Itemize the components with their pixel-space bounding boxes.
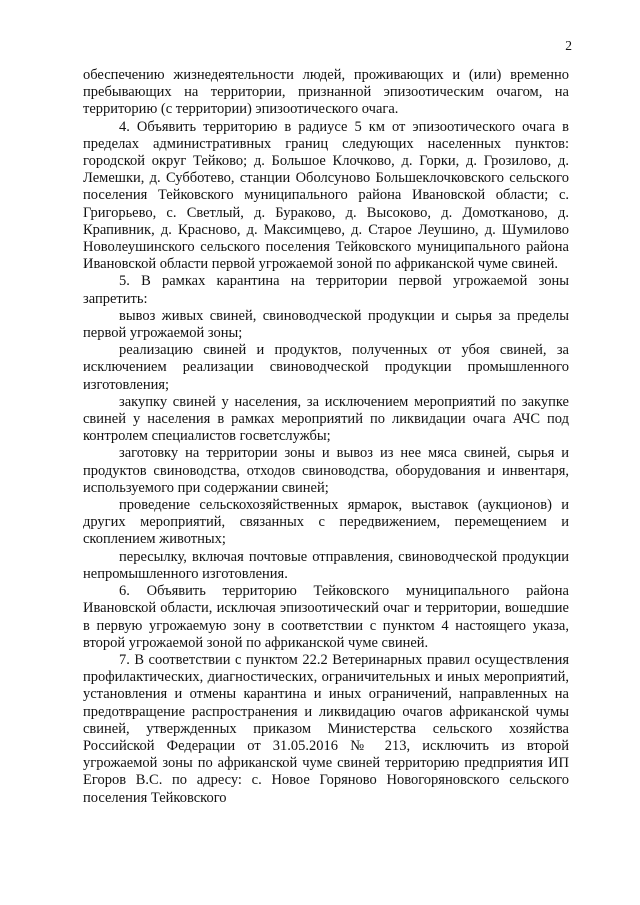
paragraph-ban-sale: реализацию свиней и продуктов, полученных от убоя свиней, за исключением реализации свиноводческой продукции промышленного изготовления; [83, 342, 569, 393]
paragraph-continuation: обеспечению жизнедеятельности людей, проживающих и (или) временно пребывающих на территории, признанной эпизоотическим очагом, на территорию (с территории) эпизоотического очага. [83, 67, 569, 118]
paragraph-ban-purchase: закупку свиней у населения, за исключением мероприятий по закупке свиней у населения в рамках мероприятий по ликвидации очага АЧС под контролем специалистов госветслужбы; [83, 393, 569, 445]
paragraph-ban-live-pigs: вывоз живых свиней, свиноводческой продукции и сырья за пределы первой угрожаемой зоны; [83, 307, 569, 342]
document-body [83, 67, 569, 807]
paragraph-ban-fairs: проведение сельскохозяйственных ярмарок, выставок (аукционов) и других мероприятий, связанных с передвижением, перемещением и скоплением животных; [83, 497, 569, 548]
paragraph-ban-shipping: пересылку, включая почтовые отправления, свиноводческой продукции непромышленного изготовления. [83, 548, 569, 582]
paragraph-item-4: 4. Объявить территорию в радиусе 5 км от эпизоотического очага в пределах административных границ следующих населенных пунктов: городской округ Тейково; д. Большое Клочково, д. Горки, д. Грозилово, д. Лемешки, д. Субботево, станции Оболсуново Большеклочковского сельского поселения Тейковского муниципального района Ивановской области; с. Григорьево, с. Светлый, д. Бураково, д. Высоково, д. Домотканово, д. Крапивник, д. Красново, д. Максимцево, д. Старое Леушино, д. Шумилово Новолеушинского сельского поселения Тейковского муниципального района Ивановской области первой угрожаемой зоной по африканской чуме свиней. [83, 118, 569, 273]
paragraph-item-5: 5. В рамках карантина на территории первой угрожаемой зоны запретить: [83, 273, 569, 307]
paragraph-item-7: 7. В соответствии с пунктом 22.2 Ветеринарных правил осуществления профилактических, диагностических, ограничительных и иных мероприятий, установления и отмены карантина и иных ограничений, направленных на предотвращение распространения и ликвидацию очагов африканской чумы свиней, утвержденных приказом Министерства сельского хозяйства Российской Федерации от 31.05.2016 № 213, исключить из второй угрожаемой зоны по африканской чуме свиней территорию предприятия ИП Егоров В.С. по адресу: с. Новое Горяново Новогоряновского сельского поселения Тейковского [83, 651, 569, 806]
paragraph-ban-procurement: заготовку на территории зоны и вывоз из нее мяса свиней, сырья и продуктов свиноводства, отходов свиноводства, оборудования и инвентаря, используемого при содержании свиней; [83, 445, 569, 496]
paragraph-item-6: 6. Объявить территорию Тейковского муниципального района Ивановской области, исключая эпизоотический очаг и территории, вошедшие в первую угрожаемую зону в соответствии с пунктом 4 настоящего указа, второй угрожаемой зоной по африканской чуме свиней. [83, 583, 569, 651]
page-number: 2 [565, 38, 572, 53]
